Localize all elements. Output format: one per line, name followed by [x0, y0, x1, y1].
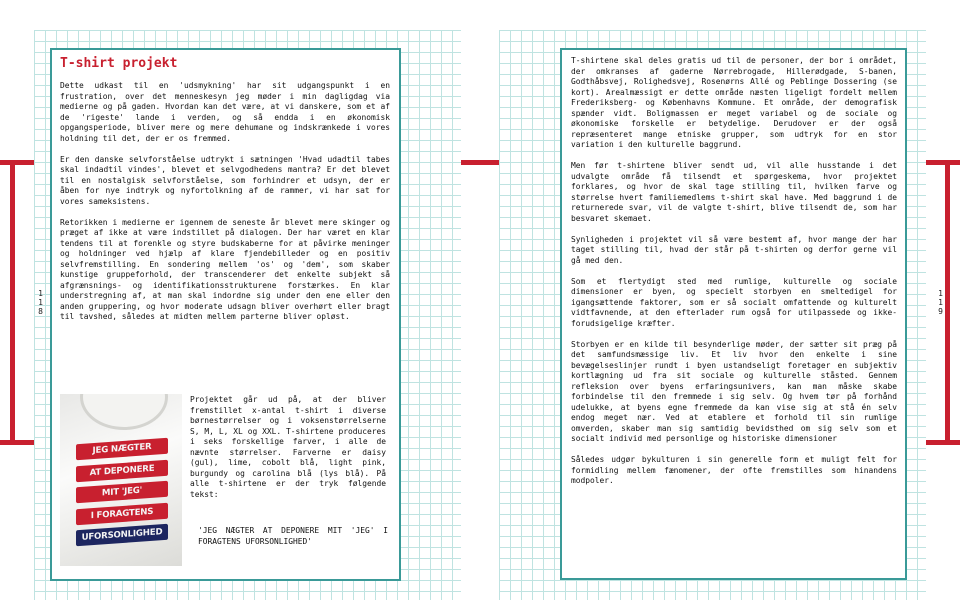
right-paragraph-3: Synligheden i projektet vil så være bestemt af, hvor mange der har taget stilling til, hvad der står på t-shirten og derfor gerne vil gå med den. [571, 234, 897, 265]
tshirt-print-line-1: JEG NÆGTER [76, 438, 168, 460]
wrap-paragraph-block [190, 395, 386, 500]
right-paragraph-6: Således udgør bykulturen i sin generelle form et muligt felt for formidling mellem fænomener, der ofte fremstilles som hinandens modpoler. [571, 455, 897, 485]
page-number-right [935, 289, 945, 319]
left-paragraph-3: Retorikken i medierne er igennem de seneste år blevet mere skinger og præget af ikke at være indstillet på dialogen. Der har været en klar tendens til at forenkle og styre budskaberne for at påvirke meninger og holdninger ved hjælp af klare fjendebilleder og en positiv selvfremstilling. En sondering mellem 'os' og 'dem', som skaber kunstige gruppeforhold, der transcenderer det enkelte subjekt så afgrænsnings- og identifikationsstrukturene forstærkes. En klar understregning af, at man skal indordne sig under den ene eller den anden gruppering, og hvor moderate udsagn bliver overhørt eller bragt til tavshed, således at midten mellem parterne bliver opløst. [60, 217, 390, 321]
red-bar-left-vertical [10, 160, 15, 445]
left-paragraph-4: Projektet går ud på, at der bliver fremstillet x-antal t-shirt i diverse børnestørrelser og i voksenstørrelserne S, M, L, XL og XXL. T-shirtene produceres i seks forskellige farver, i alle de nævnte størrelser. Farverne er daisy (gul), lime, cobolt blå, light pink, burgundy og carolina blå (lys blå). På alle t-shirtene er der tryk følgende tekst: [190, 395, 386, 499]
tshirt-print-line-4: I FORAGTENS [76, 502, 168, 524]
page-number-118: 118 [36, 289, 45, 316]
red-line-right-bottom [926, 440, 960, 445]
right-paragraph-5: Storbyen er en kilde til besynderlige møder, der sætter sit præg på det samfundsmæssige liv. Et liv hvor den enkelte i sine bevægelseslinjer rundt i byen ustandseligt foretager en subjektiv kortlægning ud fra sit sociale og kulturelle ståsted. Gennem refleksion over byens erfaringsunivers, kan man måske skabe forbindelse til den fremmede i sig selv. Og hvem tør på forhånd udelukke, at byens egne fremmede da kan vise sig at stå én selv endog meget nær. Ved at etablere et forhold til sin rumlige omverden, skaber man sig samtidig bevidsthed om sig selv som et socialt individ med personlige og historiske dimensioner [571, 339, 897, 443]
quote-block [198, 526, 388, 547]
tshirt-photo [60, 394, 182, 566]
tshirt-print-line-3: MIT 'JEG' [76, 481, 168, 503]
tshirt-print-line-5: UFORSONLIGHED [76, 524, 168, 546]
page-number-119: 119 [936, 289, 945, 316]
left-paragraph-2: Er den danske selvforståelse udtrykt i sætningen 'Hvad udadtil tabes skal indadtil vindes', blevet et selvgodhedens mantra? Er det blevet til en nostalgisk selvforståelse, som forhindrer et udsyn, der er åben for nye indtryk og nyfortolkning af de rammer, vi har sat for vores sameksistens. [60, 154, 390, 206]
right-paragraph-4: Som et flertydigt sted med rumlige, kulturelle og sociale dimensioner er byen, og specielt storbyen en smeltedigel for igangsættende faktorer, som er så socialt omfattende og kulturelt vidtfavnende, at den efterlader rum også for utilpassede og ikke-forudsigelige kræfter. [571, 276, 897, 328]
left-paragraph-1: Dette udkast til en 'udsmykning' har sit udgangspunkt i en frustration, over det menneskesyn jeg møder i min dagligdag via medierne og på gaden. Hvordan kan det være, at vi danskere, som et af de 'rigeste' lande i verden, og så endda i en økonomisk opgangsperiode, bliver mere og mere dehumane og indskrænkede i vores holdning til det, der er os fremmed. [60, 81, 390, 143]
right-paragraph-2: Men før t-shirtene bliver sendt ud, vil alle husstande i det udvalgte område få tilsendt et spørgeskema, hvor projektet forklares, og hvor de skal tage stilling til, hvilken farve og størrelse hvert familiemedlems t-shirt skal have. Med baggrund i de returnerede svar, vil de valgte t-shirt, blive tilsendt de, som har besvaret skemaet. [571, 161, 897, 223]
tshirt-quote: 'JEG NÆGTER AT DEPONERE MIT 'JEG' I FORAGTENS UFORSONLIGHED' [198, 526, 388, 546]
tshirt-collar [80, 394, 168, 430]
red-line-left-outer [0, 160, 34, 165]
right-paragraph-1: T-shirtene skal deles gratis ud til de personer, der bor i området, der omkranses af gaderne Nørrebrogade, Hillerødgade, S-banen, Godthåbsvej, Rolighedsvej, Rosenørns Allé og Peblinge Dossering (se kort). Arealmæssigt er dette område næsten ligeligt fordelt mellem Frederiksberg- og Københavns Kommune. Et område, der demografisk spænder vidt. Boligmassen er meget variabel og de sociale og økonomiske forskelle er betydelige. Derudover er der også repræsenteret mange etniske grupper, som udtryk for en stor variation i den kulturelle baggrund. [571, 56, 897, 149]
page-title: T-shirt projekt [60, 56, 178, 71]
right-text-frame [560, 48, 907, 580]
red-line-gutter [461, 160, 499, 165]
tshirt-print [76, 441, 168, 543]
red-line-left-bottom [0, 440, 34, 445]
left-text-frame [50, 48, 401, 581]
tshirt-print-line-2: AT DEPONERE [76, 459, 168, 481]
page-number-left [35, 289, 45, 319]
red-line-right-outer [926, 160, 960, 165]
